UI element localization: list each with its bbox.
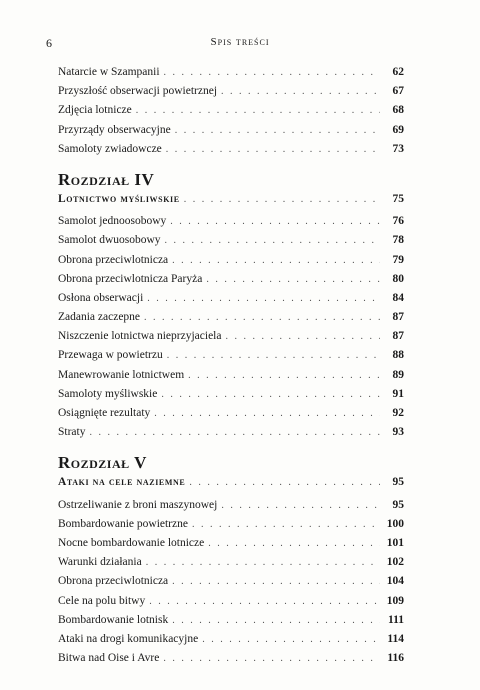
toc-page-number: 91: [392, 387, 404, 400]
dot-leader: [136, 101, 380, 120]
dot-leader: [167, 346, 380, 365]
toc-page-number: 89: [392, 368, 404, 381]
toc-entry-title: Manewrowanie lotnictwem: [58, 368, 185, 381]
toc-page-number: 78: [392, 234, 404, 247]
toc-entry-title: Niszczenie lotnictwa nieprzyjaciela: [58, 330, 222, 343]
toc-entry-title: Przewaga w powietrzu: [58, 349, 163, 362]
toc-page-number: 92: [392, 407, 404, 419]
toc-page-number: 68: [392, 104, 404, 117]
toc-page-number: 109: [386, 594, 404, 607]
chapter-title: Lotnictwo myśliwskie: [58, 192, 180, 205]
toc-entry-title: Zadania zaczepne: [58, 311, 141, 324]
toc-page-number: 95: [392, 476, 404, 489]
toc-entry: [58, 366, 404, 385]
dot-leader: [89, 423, 380, 442]
table-of-contents: [58, 63, 404, 668]
toc-page-number: 67: [392, 85, 404, 98]
dot-leader: [146, 553, 380, 572]
dot-leader: [147, 289, 380, 308]
dot-leader: [161, 385, 380, 404]
toc-page-number: 93: [392, 426, 404, 439]
dot-leader: [164, 63, 380, 82]
toc-page-number: 80: [392, 272, 404, 285]
dot-leader: [172, 572, 380, 591]
toc-page-number: 102: [386, 556, 404, 569]
toc-entry-title: Osiągnięte rezultaty: [58, 407, 151, 419]
toc-entry-title: Obrona przeciwlotnicza Paryża: [58, 272, 203, 285]
dot-leader: [165, 231, 380, 250]
dot-leader: [221, 82, 380, 101]
toc-entry-title: Warunki działania: [58, 556, 142, 569]
toc-entry-title: Osłona obserwacji: [58, 291, 144, 304]
toc-page-number: 114: [387, 632, 404, 645]
toc-entry: [58, 346, 404, 365]
dot-leader: [192, 515, 380, 534]
toc-entry: [58, 423, 404, 442]
toc-entry: [58, 101, 404, 120]
toc-entry: [58, 385, 404, 404]
toc-entry-title: Samolot dwuosobowy: [58, 234, 161, 247]
dot-leader: [184, 190, 380, 209]
toc-page-number: 75: [392, 192, 404, 205]
dot-leader: [172, 611, 380, 630]
toc-entry: [58, 515, 404, 534]
toc-entry: [58, 82, 404, 101]
toc-entry: [58, 63, 404, 82]
toc-entry: [58, 534, 404, 553]
toc-page-number: 73: [392, 142, 404, 155]
toc-entry-title: Zdjęcia lotnicze: [58, 104, 132, 117]
toc-entry-title: Obrona przeciwlotnicza: [58, 253, 169, 266]
toc-entry-title: Ataki na drogi komunikacyjne: [58, 632, 199, 645]
toc-entry: [58, 649, 404, 668]
toc-entry: [58, 121, 404, 140]
toc-page-number: 101: [386, 536, 404, 549]
toc-entry: [58, 553, 404, 572]
toc-entry: [58, 611, 404, 630]
dot-leader: [163, 649, 380, 668]
toc-entry-title: Bitwa nad Oise i Avre: [58, 652, 160, 665]
toc-entry-title: Przyrządy obserwacyjne: [58, 123, 171, 136]
chapter-heading: Rozdział V: [58, 453, 147, 473]
dot-leader: [188, 366, 380, 385]
toc-entry-title: Straty: [58, 426, 86, 439]
chapter-title: Ataki na cele naziemne: [58, 476, 186, 489]
dot-leader: [144, 308, 380, 327]
toc-entry-title: Bombardowanie powietrzne: [58, 517, 188, 530]
dot-leader: [166, 140, 380, 159]
toc-entry-title: Ostrzeliwanie z broni maszynowej: [58, 498, 218, 511]
toc-page-number: 79: [392, 253, 404, 266]
toc-entry: [58, 289, 404, 308]
toc-entry-title: Bombardowanie lotnisk: [58, 613, 169, 626]
dot-leader: [221, 496, 380, 515]
toc-entry: [58, 212, 404, 231]
toc-entry: [58, 327, 404, 346]
dot-leader: [170, 212, 380, 231]
toc-entry: [58, 592, 404, 611]
toc-entry-title: Obrona przeciwlotnicza: [58, 575, 169, 588]
toc-entry: [58, 630, 404, 649]
toc-page-number: 95: [392, 498, 404, 511]
dot-leader: [202, 630, 380, 649]
toc-entry-title: Samolot jednoosobowy: [58, 215, 167, 228]
dot-leader: [172, 251, 380, 270]
spacer: [58, 442, 404, 448]
toc-page-number: 104: [386, 575, 404, 588]
toc-entry: [58, 251, 404, 270]
toc-entry: [58, 270, 404, 289]
running-title: Spis treści: [210, 36, 270, 48]
chapter-title-row: [58, 190, 404, 209]
toc-entry-title: Natarcie w Szampanii: [58, 66, 160, 78]
toc-entry-title: Cele na polu bitwy: [58, 594, 146, 607]
toc-page-number: 116: [387, 652, 404, 665]
toc-entry: [58, 231, 404, 250]
toc-entry-title: Samoloty zwiadowcze: [58, 142, 162, 155]
dot-leader: [208, 534, 380, 553]
toc-entry: [58, 308, 404, 327]
toc-page-number: 88: [392, 349, 404, 362]
toc-entry-title: Nocne bombardowanie lotnicze: [58, 536, 205, 549]
toc-page-number: 62: [392, 66, 404, 78]
dot-leader: [175, 121, 380, 140]
toc-entry: [58, 140, 404, 159]
chapter-heading: Rozdział IV: [58, 169, 155, 189]
dot-leader: [154, 404, 380, 423]
page-number: 6: [46, 36, 52, 50]
toc-entry: [58, 404, 404, 423]
dot-leader: [225, 327, 380, 346]
toc-entry: [58, 572, 404, 591]
toc-entry: [58, 496, 404, 515]
toc-page-number: 87: [392, 311, 404, 324]
toc-page-number: 100: [386, 517, 404, 530]
toc-entry-title: Samoloty myśliwskie: [58, 387, 158, 400]
spacer: [58, 159, 404, 165]
chapter-title-row: [58, 473, 404, 492]
toc-page-number: 87: [392, 330, 404, 343]
toc-page-number: 76: [392, 215, 404, 228]
dot-leader: [149, 592, 380, 611]
dot-leader: [189, 473, 380, 492]
dot-leader: [206, 270, 380, 289]
toc-page-number: 69: [392, 123, 404, 136]
toc-entry-title: Przyszłość obserwacji powietrznej: [58, 85, 218, 98]
toc-page-number: 111: [388, 613, 404, 626]
toc-page-number: 84: [392, 291, 404, 304]
